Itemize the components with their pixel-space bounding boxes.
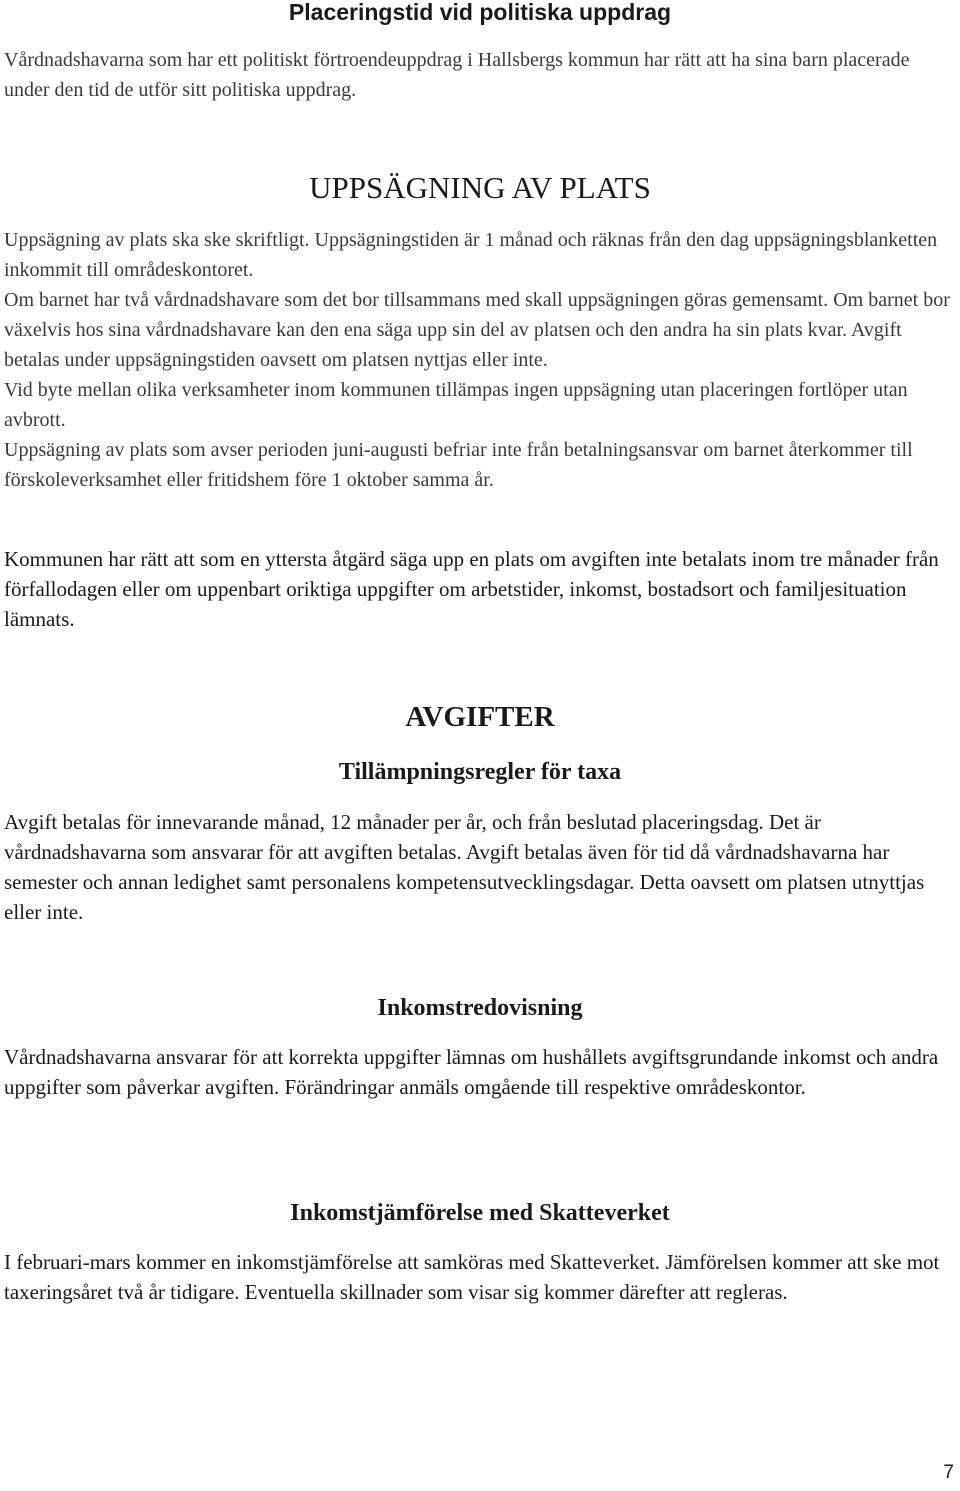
uppsagning-paragraph: Uppsägning av plats som avser perioden juni-augusti befriar inte från betalningsansvar om barnet återkommer till förskoleverksamhet eller fritidshem före 1 oktober samma år. bbox=[4, 439, 913, 491]
inkomstredovisning-text: Vårdnadshavarna ansvarar för att korrekta uppgifter lämnas om hushållets avgiftsgrundande inkomst och andra uppgifter som påverkar avgiften. Förändringar anmäls omgående till respektive områdeskontor. bbox=[4, 1045, 939, 1099]
subheading-tillampningsregler: Tillämpningsregler för taxa bbox=[338, 759, 622, 785]
inkomstjamforelse-text: I februari-mars kommer en inkomstjämförelse att samköras med Skatteverket. Jämförelsen kommer att ske mot taxeringsåret två år tidigare. Eventuella skillnader som visar sig kommer därefter att regleras. bbox=[4, 1250, 940, 1304]
placeringstid-text: Vårdnadshavarna som har ett politiskt förtroendeuppdrag i Hallsbergs kommun har rätt att ha sina barn placerade under den tid de utför sitt politiska uppdrag. bbox=[4, 49, 910, 101]
heading-inkomstjamforelse: Inkomstjämförelse med Skatteverket bbox=[290, 1200, 670, 1226]
section-kommunen bbox=[4, 544, 956, 634]
section-avgifter bbox=[4, 807, 956, 927]
section-inkomstredovisning bbox=[4, 1042, 956, 1102]
section-placeringstid bbox=[4, 45, 956, 105]
uppsagning-paragraph: Om barnet har två vårdnadshavare som det bor tillsammans med skall uppsägningen göras gemensamt. Om barnet bor växelvis hos sina vårdnadshavare kan den ena säga upp sin del av platsen och den andra ha sin plats kvar. Avgift betalas under uppsägningstiden oavsett om platsen nyttjas eller inte. bbox=[4, 289, 950, 371]
kommunen-text: Kommunen har rätt att som en yttersta åtgärd säga upp en plats om avgiften inte betalats inom tre månader från förfallodagen eller om uppenbart oriktiga uppgifter om arbetstider, inkomst, bostadsort och familjesituation lämnats. bbox=[4, 547, 939, 631]
section-uppsagning bbox=[4, 225, 956, 495]
heading-uppsagning: UPPSÄGNING AV PLATS bbox=[309, 170, 651, 205]
page-number: 7 bbox=[943, 1462, 954, 1483]
avgifter-text: Avgift betalas för innevarande månad, 12 månader per år, och från beslutad placeringsdag. Det är vårdnadshavarna som ansvarar för att avgiften betalas. Avgift betalas även för tid då vårdnadshavarna har semester och annan ledighet samt personalens kompetensutvecklingsdagar. Detta oavsett om platsen utnyttjas eller inte. bbox=[4, 810, 925, 924]
uppsagning-paragraph: Vid byte mellan olika verksamheter inom kommunen tillämpas ingen uppsägning utan placeringen fortlöper utan avbrott. bbox=[4, 379, 908, 431]
heading-placeringstid: Placeringstid vid politiska uppdrag bbox=[288, 0, 672, 25]
uppsagning-paragraph: Uppsägning av plats ska ske skriftligt. Uppsägningstiden är 1 månad och räknas från den dag uppsägningsblanketten inkommit till områdeskontoret. bbox=[4, 229, 938, 281]
heading-avgifter: AVGIFTER bbox=[405, 701, 555, 733]
heading-inkomstredovisning: Inkomstredovisning bbox=[377, 995, 583, 1021]
section-inkomstjamforelse bbox=[4, 1247, 956, 1307]
